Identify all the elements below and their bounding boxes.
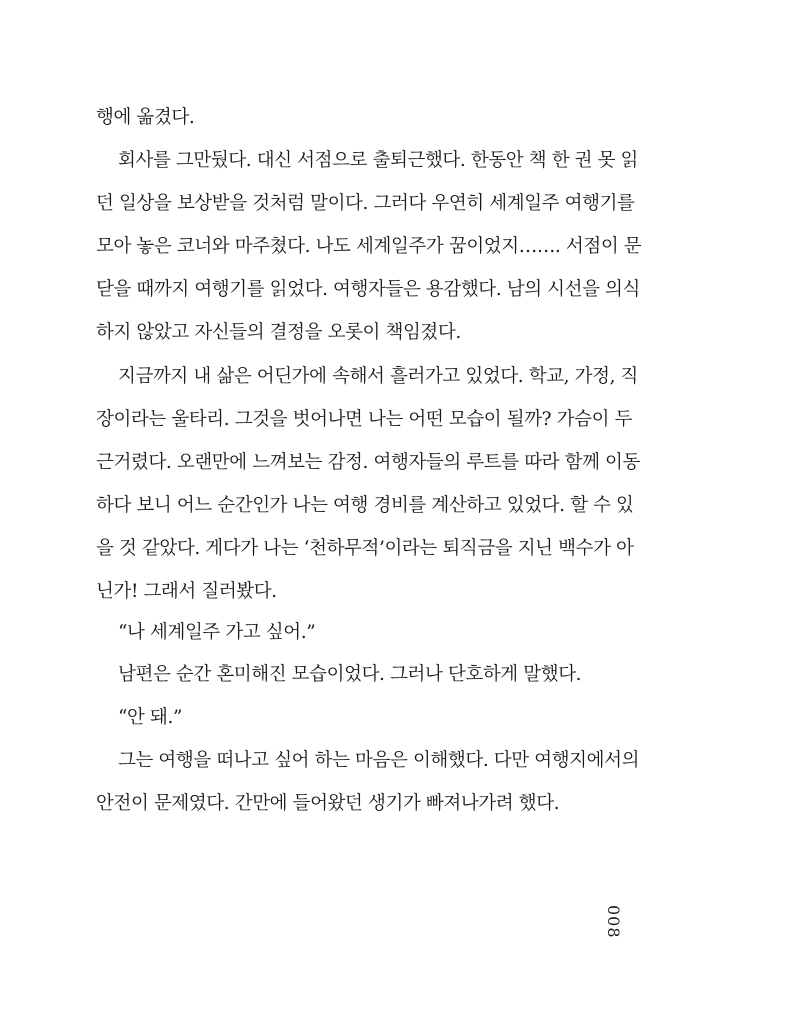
page-number: 008	[604, 905, 623, 939]
text-line: 남편은 순간 혼미해진 모습이었다. 그러나 단호하게 말했다.	[118, 664, 582, 685]
text-line: 하지 않았고 자신들의 결정을 오롯이 책임졌다.	[96, 322, 461, 343]
text-line: 하다 보니 어느 순간인가 나는 여행 경비를 계산하고 있었다. 할 수 있	[96, 495, 634, 516]
text-line: 닌가! 그래서 질러봤다.	[96, 581, 277, 602]
text-line: 모아 놓은 코너와 마주쳤다. 나도 세계일주가 꿈이었지……. 서점이 문	[96, 236, 642, 257]
text-line: 근거렸다. 오랜만에 느껴보는 감정. 여행자들의 루트를 따라 함께 이동	[96, 452, 640, 473]
text-line: 지금까지 내 삶은 어딘가에 속해서 흘러가고 있었다. 학교, 가정, 직	[118, 366, 639, 387]
dialogue-line: “안 돼.”	[118, 707, 183, 728]
text-line: 안전이 문제였다. 간만에 들어왔던 생기가 빠져나가려 했다.	[96, 793, 560, 814]
text-line: 행에 옮겼다.	[96, 107, 195, 128]
text-line: 닫을 때까지 여행기를 읽었다. 여행자들은 용감했다. 남의 시선을 의식	[96, 279, 640, 300]
text-line: 회사를 그만뒀다. 대신 서점으로 출퇴근했다. 한동안 책 한 권 못 읽	[118, 150, 639, 171]
text-line: 그는 여행을 떠나고 싶어 하는 마음은 이해했다. 다만 여행지에서의	[118, 750, 640, 771]
dialogue-line: “나 세계일주 가고 싶어.”	[118, 622, 316, 643]
text-line: 을 것 같았다. 게다가 나는 ‘천하무적’이라는 퇴직금을 지닌 백수가 아	[96, 538, 634, 559]
text-line: 장이라는 울타리. 그것을 벗어나면 나는 어떤 모습이 될까? 가슴이 두	[96, 409, 633, 430]
text-line: 던 일상을 보상받을 것처럼 말이다. 그러다 우연히 세계일주 여행기를	[96, 193, 635, 214]
